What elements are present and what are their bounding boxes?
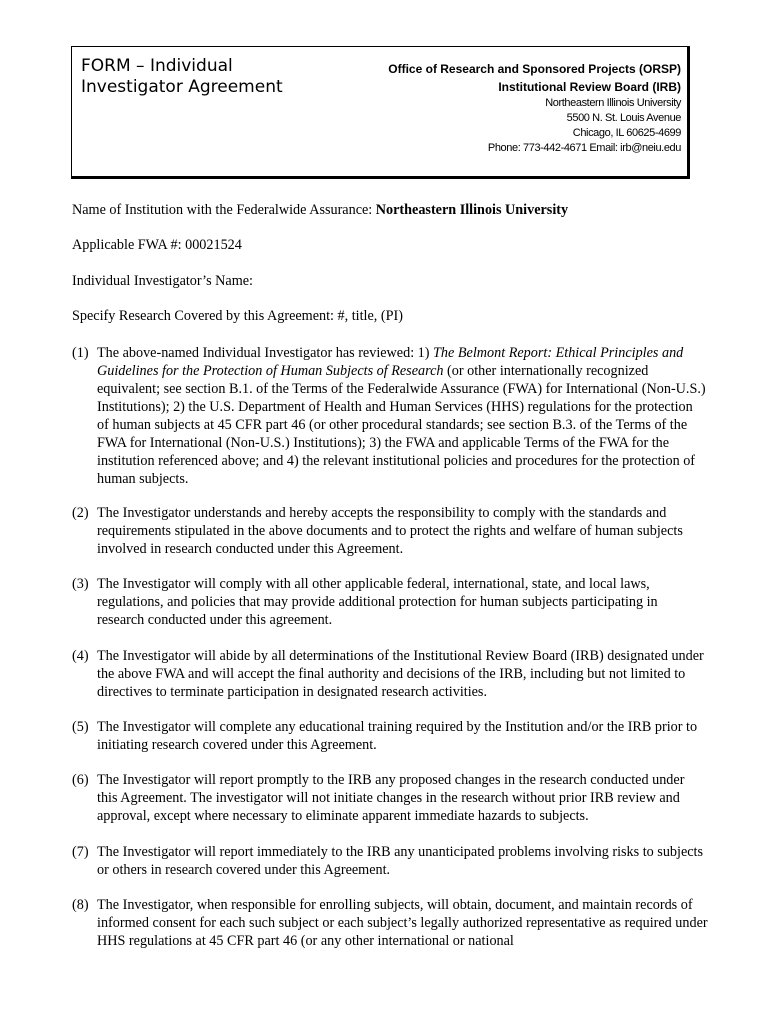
item-number: (5) xyxy=(72,719,89,735)
item-text: The Investigator will report immediately to the IRB any unanticipated problems involving risks to subjects or others in research covered under this Agreement. xyxy=(97,844,704,878)
item-number: (8) xyxy=(72,897,89,913)
agreement-item-4 xyxy=(72,647,708,701)
agreement-item-1 xyxy=(72,344,708,488)
item-number: (4) xyxy=(72,648,89,664)
office-name: Office of Research and Sponsored Projects (ORSP) xyxy=(388,62,681,76)
item-number: (1) xyxy=(72,345,89,361)
item-text-part1: The above-named Individual Investigator has reviewed: 1) xyxy=(97,345,434,361)
institution-value: Northeastern Illinois University xyxy=(375,202,569,218)
fwa-label: Applicable FWA #: xyxy=(72,237,186,253)
item-text: The Investigator will comply with all other applicable federal, international, state, and local laws, regulations, and policies that may provide additional protection for human subjects participating in research conducted under this agreement. xyxy=(97,576,658,628)
address-university: Northeastern Illinois University xyxy=(545,97,681,109)
item-text: The Investigator, when responsible for enrolling subjects, will obtain, document, and maintain records of informed consent for each such subject or each subject’s legally authorized representative as required under HHS regulations at 45 CFR part 46 (or any other international or national xyxy=(97,897,708,949)
agreement-item-5 xyxy=(72,718,708,754)
form-title xyxy=(81,56,283,98)
office-info xyxy=(388,60,681,156)
item-number: (7) xyxy=(72,844,89,860)
institution-label: Name of Institution with the Federalwide Assurance: xyxy=(72,202,376,218)
contact-info: Phone: 773-442-4671 Email: irb@neiu.edu xyxy=(487,142,681,154)
research-label: Specify Research Covered by this Agreement: #, title, (PI) xyxy=(72,308,403,324)
item-text: The Investigator will abide by all determinations of the Institutional Review Board (IRB) designated under the above FWA and will accept the final authority and decisions of the IRB, including but not limited to directives to terminate participation in designated research activities. xyxy=(97,648,704,700)
address-city: Chicago, IL 60625-4699 xyxy=(572,127,681,139)
agreement-item-6 xyxy=(72,771,708,825)
research-field xyxy=(72,307,403,325)
agreement-item-7 xyxy=(72,843,708,879)
address-street: 5500 N. St. Louis Avenue xyxy=(566,112,681,124)
item-number: (2) xyxy=(72,505,89,521)
agreement-item-8 xyxy=(72,896,708,950)
institution-field xyxy=(72,201,568,219)
form-header-box xyxy=(71,46,690,179)
item-number: (3) xyxy=(72,576,89,592)
agreement-item-2 xyxy=(72,504,708,558)
investigator-name-field xyxy=(72,272,253,290)
item-number: (6) xyxy=(72,772,89,788)
form-title-line2: Investigator Agreement xyxy=(81,77,283,97)
item-text: The Investigator will complete any educational training required by the Institution and/or the IRB prior to initiating research covered under this Agreement. xyxy=(97,719,698,753)
agreement-item-3 xyxy=(72,575,708,629)
belmont-report-title: The Belmont Report: Ethical Principles and Guidelines for the Protection of Human Subjects of Research xyxy=(97,345,684,379)
investigator-name-label: Individual Investigator’s Name: xyxy=(72,273,253,289)
form-title-line1: FORM – Individual xyxy=(81,56,233,76)
item-text-part2: (or other internationally recognized equivalent; see section B.1. of the Terms of the Federalwide Assurance (FWA) for International (Non-U.S.) Institutions); 2) the U.S. Department of Health and Human Services (HHS) regulations for the protection of human subjects at 45 CFR part 46 (or other procedural standards; see section B.3. of the Terms of the FWA for International (Non-U.S.) Institutions); 3) the FWA and applicable Terms of the FWA for the institution referenced above; and 4) the relevant institutional policies and procedures for the protection of human subjects. xyxy=(97,363,706,487)
fwa-field xyxy=(72,236,242,254)
fwa-value: 00021524 xyxy=(185,237,242,253)
item-text: The Investigator will report promptly to the IRB any proposed changes in the research conducted under this Agreement. The investigator will not initiate changes in the research without prior IRB review and approval, except where necessary to eliminate apparent immediate hazards to subjects. xyxy=(97,772,685,824)
item-text: The Investigator understands and hereby accepts the responsibility to comply with the standards and requirements stipulated in the above documents and to protect the rights and welfare of human subjects involved in research conducted under this Agreement. xyxy=(97,505,683,557)
irb-name: Institutional Review Board (IRB) xyxy=(498,80,681,94)
